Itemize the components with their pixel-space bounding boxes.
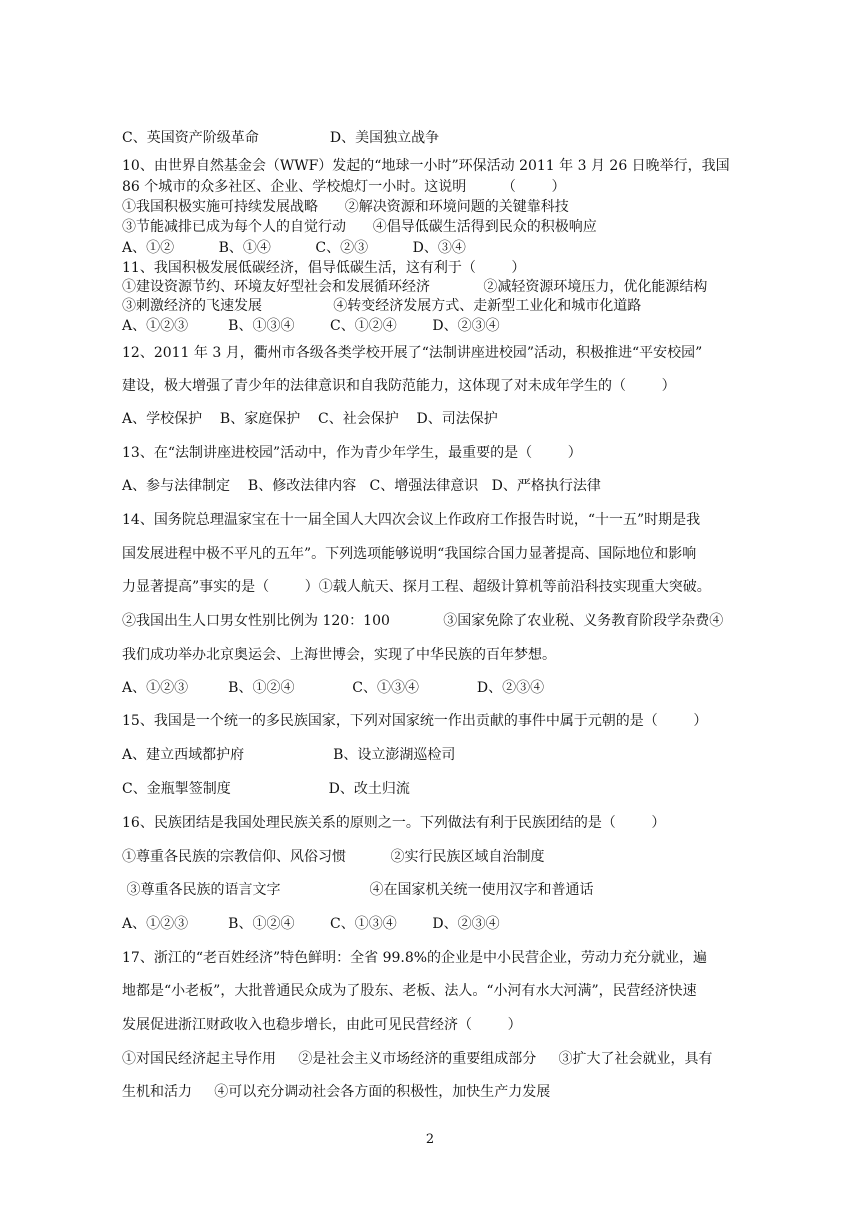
text-line: ③节能减排已成为每个人的自觉行动 ④倡导低碳生活得到民众的积极响应	[122, 219, 597, 235]
text-line: 生机和活力 ④可以充分调动社会各方面的积极性，加快生产力发展	[122, 1084, 551, 1100]
text-line: 14、国务院总理温家宝在十一届全国人大四次会议上作政府工作报告时说，“十一五”时期是我	[122, 512, 701, 528]
text-line: 12、2011 年 3 月，衢州市各级各类学校开展了“法制讲座进校园”活动，积极推进“平安校园”	[122, 345, 703, 361]
text-line: A、①②③ B、①②④ C、①③④ D、②③④	[122, 680, 545, 696]
text-line: 17、浙江的“老百姓经济”特色鲜明：全省 99.8%的企业是中小民营企业，劳动力充分就业，遍	[122, 950, 708, 966]
text-line: A、①②③ B、①③④ C、①②④ D、②③④	[122, 318, 500, 334]
page-number: 2	[425, 1132, 435, 1147]
text-line: A、建立西域都护府 B、设立澎湖巡检司	[122, 747, 456, 763]
text-line: A、①② B、①④ C、②③ D、③④	[122, 240, 466, 256]
text-line: C、金瓶掣签制度 D、改土归流	[122, 781, 410, 797]
text-line: 16、民族团结是我国处理民族关系的原则之一。下列做法有利于民族团结的是（ ）	[122, 815, 666, 831]
text-line: 10、由世界自然基金会（WWF）发起的“地球一小时”环保活动 2011 年 3 月 26 日晚举行，我国	[122, 158, 730, 174]
text-line: 11、我国积极发展低碳经济，倡导低碳生活，这有利于（ ）	[122, 260, 526, 276]
text-line: ①我国积极实施可持续发展战略 ②解决资源和环境问题的关键靠科技	[122, 199, 569, 215]
text-line: ①建设资源节约、环境友好型社会和发展循环经济 ②减轻资源环境压力，优化能源结构	[122, 279, 708, 295]
text-line: 力显著提高”事实的是（ ）①载人航天、探月工程、超级计算机等前沿科技实现重大突破。	[122, 579, 711, 595]
text-line: ②我国出生人口男女性别比例为 120：100 ③国家免除了农业税、义务教育阶段学杂费④	[122, 613, 724, 629]
text-line: 建设，极大增强了青少年的法律意识和自我防范能力，这体现了对未成年学生的（ ）	[122, 378, 676, 394]
text-line: A、学校保护 B、家庭保护 C、社会保护 D、司法保护	[122, 411, 498, 427]
text-line: A、参与法律制定 B、修改法律内容 C、增强法律意识 D、严格执行法律	[122, 478, 601, 494]
text-line: C、英国资产阶级革命 D、美国独立战争	[122, 130, 440, 146]
text-line: 地都是“小老板”，大批普通民众成为了股东、老板、法人。“小河有水大河满”，民营经济快速	[122, 983, 697, 999]
text-line: 发展促进浙江财政收入也稳步增长，由此可见民营经济（ ）	[122, 1017, 522, 1033]
text-line: ③尊重各民族的语言文字 ④在国家机关统一使用汉字和普通话	[122, 882, 594, 898]
text-line: A、①②③ B、①②④ C、①③④ D、②③④	[122, 916, 500, 932]
text-line: 86 个城市的众多社区、企业、学校熄灯一小时。这说明 （ ）	[122, 179, 566, 195]
text-line: 我们成功举办北京奥运会、上海世博会，实现了中华民族的百年梦想。	[122, 647, 556, 663]
text-line: 国发展进程中极不平凡的五年”。下列选项能够说明“我国综合国力显著提高、国际地位和影响	[122, 546, 697, 562]
text-line: 13、在“法制讲座进校园”活动中，作为青少年学生，最重要的是（ ）	[122, 445, 582, 461]
text-line: ①对国民经济起主导作用 ②是社会主义市场经济的重要组成部分 ③扩大了社会就业，具有	[122, 1051, 713, 1067]
text-line: ③刺激经济的飞速发展 ④转变经济发展方式、走新型工业化和城市化道路	[122, 298, 642, 314]
text-line: ①尊重各民族的宗教信仰、风俗习惯 ②实行民族区域自治制度	[122, 849, 545, 865]
text-line: 15、我国是一个统一的多民族国家，下列对国家统一作出贡献的事件中属于元朝的是（ ）	[122, 713, 708, 729]
